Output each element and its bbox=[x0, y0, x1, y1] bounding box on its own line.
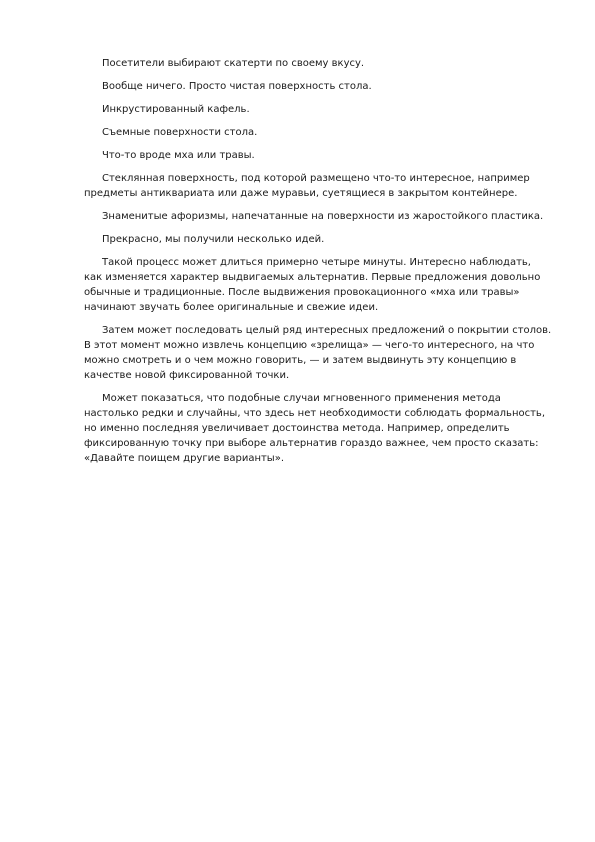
paragraph: Что-то вроде мха или травы. bbox=[102, 150, 255, 161]
paragraph: Знаменитые афоризмы, напечатанные на поверхности из жаростойкого пластика. bbox=[102, 211, 544, 222]
document-body bbox=[84, 56, 552, 474]
paragraph: Прекрасно, мы получили несколько идей. bbox=[102, 234, 325, 245]
paragraph: Стеклянная поверхность, под которой размещено что-то интересное, например предметы антиквариата или даже муравьи, суетящиеся в закрытом контейнере. bbox=[84, 173, 530, 199]
paragraph: Вообще ничего. Просто чистая поверхность стола. bbox=[102, 81, 372, 92]
paragraph: Посетители выбирают скатерти по своему вкусу. bbox=[102, 58, 365, 69]
paragraph: Может показаться, что подобные случаи мгновенного применения метода настолько редки и случайны, что здесь нет необходимости соблюдать формальность, но именно последняя увеличивает достоинства метода. Например, определить фиксированную точку при выборе альтернатив гораздо важнее, чем просто сказать: «Давайте поищем другие варианты». bbox=[84, 393, 545, 464]
paragraph: Съемные поверхности стола. bbox=[102, 127, 258, 138]
paragraph: Инкрустированный кафель. bbox=[102, 104, 250, 115]
paragraph: Затем может последовать целый ряд интересных предложений о покрытии столов. В этот момент можно извлечь концепцию «зрелища» — чего-то интересного, на что можно смотреть и о чем можно говорить, — и затем выдвинуть эту концепцию в качестве новой фиксированной точки. bbox=[84, 325, 552, 381]
paragraph: Такой процесс может длиться примерно четыре минуты. Интересно наблюдать, как изменяется характер выдвигаемых альтернатив. Первые предложения довольно обычные и традиционные. После выдвижения провокационного «мха или травы» начинают звучать более оригинальные и свежие идеи. bbox=[84, 257, 541, 313]
